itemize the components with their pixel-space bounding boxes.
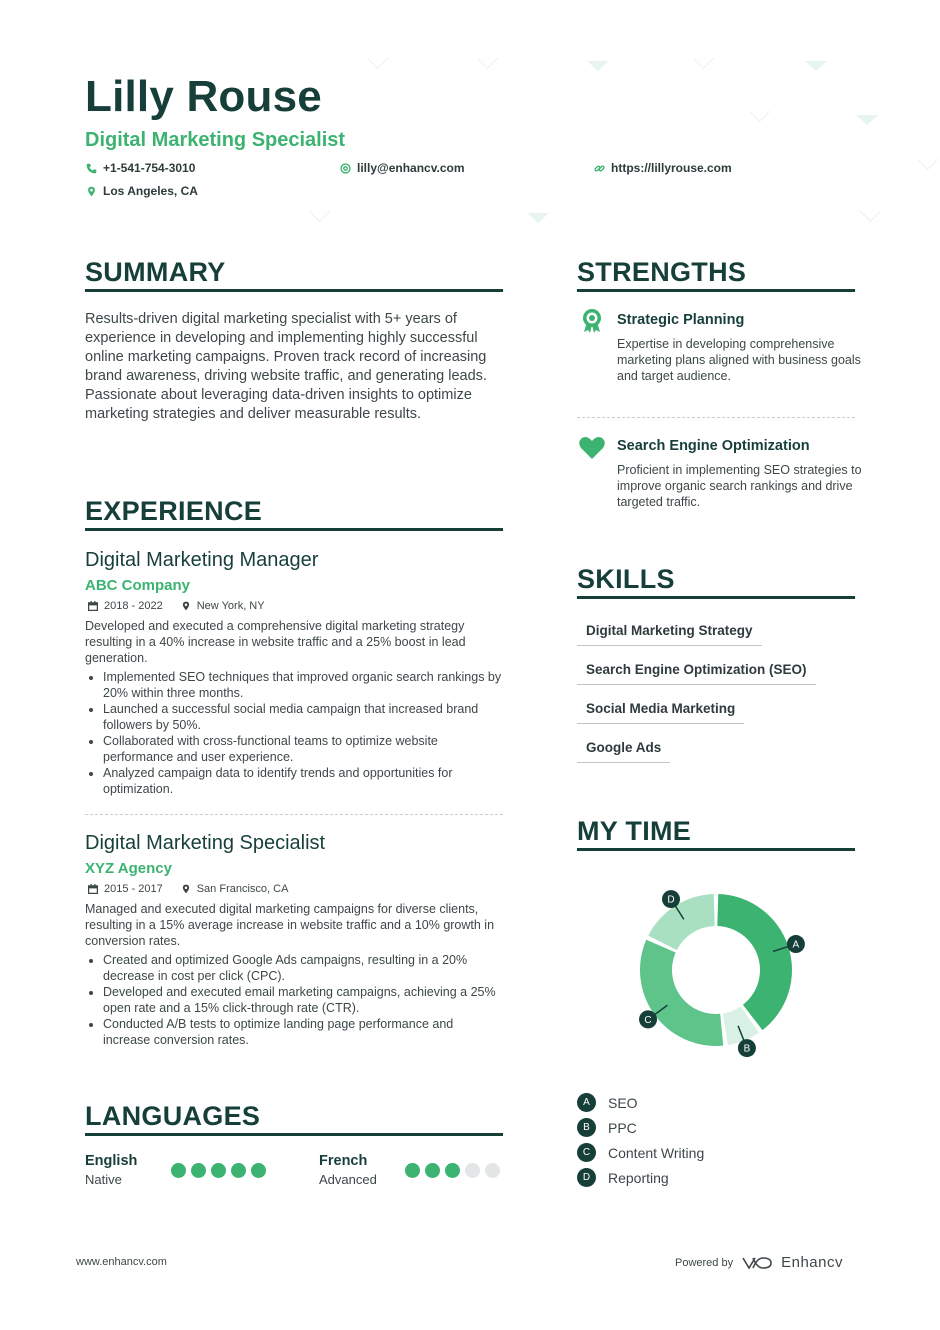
donut-slice-c <box>640 940 723 1046</box>
rating-dot-filled <box>445 1163 460 1178</box>
job-bullet: • Analyzed campaign data to identify trends and opportunities for optimization. <box>103 765 503 797</box>
job-description <box>85 618 503 797</box>
job-separator <box>85 814 503 815</box>
skill-tag: Social Media Marketing <box>577 701 744 724</box>
rating-dot-empty <box>485 1163 500 1178</box>
location-pin-icon <box>86 186 97 197</box>
location-pin-icon <box>181 884 191 894</box>
decorative-triangle <box>527 213 549 223</box>
strengths-heading: STRENGTHS <box>577 257 747 287</box>
decorative-chevron <box>477 48 498 69</box>
language-level: Native <box>85 1172 122 1187</box>
legend-label: PPC <box>608 1119 637 1136</box>
decorative-chevron <box>367 48 388 69</box>
footer-website[interactable]: www.enhancv.com <box>76 1256 167 1268</box>
legend-item-ppc <box>577 1118 637 1137</box>
rating-dot-filled <box>405 1163 420 1178</box>
skill-tag: Google Ads <box>577 740 670 763</box>
job-title: Digital Marketing Specialist <box>85 832 326 854</box>
website-contact[interactable] <box>594 161 732 175</box>
phone-text: +1-541-754-3010 <box>103 161 196 175</box>
legend-label: SEO <box>608 1094 638 1111</box>
rating-dot-filled <box>425 1163 440 1178</box>
strength-separator <box>577 417 855 418</box>
phone-icon <box>86 163 97 174</box>
location-pin-icon <box>181 601 191 611</box>
job-location: New York, NY <box>196 600 265 612</box>
skills-rule <box>577 596 855 599</box>
languages-heading: LANGUAGES <box>85 1101 261 1131</box>
language-name: French <box>319 1153 368 1169</box>
rating-dot-empty <box>465 1163 480 1178</box>
email-contact[interactable] <box>340 161 465 175</box>
job-summary: Managed and executed digital marketing campaigns for diverse clients, resulting in a 15% average increase in website traffic and a 10% growth in conversion rates. <box>85 902 495 948</box>
decorative-chevron <box>309 201 330 222</box>
candidate-role: Digital Marketing Specialist <box>85 129 346 151</box>
legend-badge: D <box>577 1168 596 1187</box>
summary-heading: SUMMARY <box>85 257 226 287</box>
powered-by-text: Powered by <box>675 1256 734 1269</box>
strength-title: Search Engine Optimization <box>617 438 810 454</box>
job-bullet: • Conducted A/B tests to optimize landing page performance and increase conversion rates. <box>103 1016 503 1048</box>
job-bullet: • Launched a successful social media campaign that increased brand followers by 50%. <box>103 701 503 733</box>
decorative-triangle <box>587 61 609 71</box>
experience-heading: EXPERIENCE <box>85 496 263 526</box>
skill-tag: Digital Marketing Strategy <box>577 623 762 646</box>
rating-dot-filled <box>211 1163 226 1178</box>
my-time-heading: MY TIME <box>577 816 692 846</box>
donut-label-text: A <box>792 939 800 951</box>
strengths-rule <box>577 289 855 292</box>
time-donut-chart <box>630 880 810 1060</box>
job-company: XYZ Agency <box>85 860 172 877</box>
rating-dot-filled <box>231 1163 246 1178</box>
legend-label: Reporting <box>608 1169 669 1186</box>
legend-label: Content Writing <box>608 1144 705 1161</box>
rating-dot-filled <box>171 1163 186 1178</box>
job-meta <box>88 600 265 612</box>
rating-dot-filled <box>191 1163 206 1178</box>
phone-contact <box>86 161 195 175</box>
legend-badge: C <box>577 1143 596 1162</box>
calendar-icon <box>88 884 98 894</box>
donut-label-text: C <box>644 1014 652 1026</box>
job-bullets <box>85 669 503 797</box>
experience-rule <box>85 528 503 531</box>
legend-badge: B <box>577 1118 596 1137</box>
decorative-chevron <box>749 101 770 122</box>
languages-rule <box>85 1133 503 1136</box>
strength-title: Strategic Planning <box>617 312 745 328</box>
donut-label-text: D <box>667 894 675 906</box>
decorative-triangle <box>805 61 827 71</box>
job-bullet: • Created and optimized Google Ads campaigns, resulting in a 20% decrease in cost per click (CPC). <box>103 952 503 984</box>
strength-description: Proficient in implementing SEO strategies to improve organic search rankings and drive targeted traffic. <box>617 463 862 509</box>
footer-brand <box>675 1254 843 1271</box>
summary-text: Results-driven digital marketing specialist with 5+ years of experience in developing and implementing highly successful online marketing campaigns. Proven track record of increasing brand awareness, driving website traffic, and generating leads. Passionate about leveraging data-driven insights to optimize marketing strategies and deliver measurable results. <box>85 311 487 422</box>
legend-item-content-writing <box>577 1143 704 1162</box>
language-name: English <box>85 1153 138 1169</box>
donut-slice-a <box>717 894 792 1030</box>
job-bullet: • Developed and executed email marketing campaigns, achieving a 25% open rate and a 15% click-through rate (CTR). <box>103 984 503 1016</box>
brand-name: Enhancv <box>781 1254 843 1271</box>
at-icon <box>340 163 351 174</box>
location-contact <box>86 184 198 198</box>
summary-rule <box>85 289 503 292</box>
job-bullet: • Collaborated with cross-functional teams to optimize website performance and user experience. <box>103 733 503 765</box>
language-level: Advanced <box>319 1172 377 1187</box>
language-rating <box>405 1163 500 1178</box>
job-title: Digital Marketing Manager <box>85 549 319 571</box>
decorative-chevron <box>860 201 881 222</box>
donut-label-text: B <box>743 1043 751 1055</box>
job-company: ABC Company <box>85 577 191 594</box>
job-bullets <box>85 952 503 1048</box>
skill-tag: Search Engine Optimization (SEO) <box>577 662 816 685</box>
legend-item-reporting <box>577 1168 669 1187</box>
language-rating <box>171 1163 266 1178</box>
decorative-chevron <box>693 48 714 69</box>
rating-dot-filled <box>251 1163 266 1178</box>
job-dates: 2018 - 2022 <box>104 600 163 612</box>
decorative-triangle <box>856 115 878 125</box>
job-description <box>85 901 503 1048</box>
job-bullet: • Implemented SEO techniques that improved organic search rankings by 20% within three months. <box>103 669 503 701</box>
job-summary: Developed and executed a comprehensive digital marketing strategy resulting in a 40% increase in website traffic and a 25% boost in lead generation. <box>85 619 466 665</box>
email-text[interactable]: lilly@enhancv.com <box>357 161 465 175</box>
location-text: Los Angeles, CA <box>103 184 198 198</box>
decorative-chevron <box>917 149 938 170</box>
skills-heading: SKILLS <box>577 564 675 594</box>
my-time-rule <box>577 848 855 851</box>
donut-slice-d <box>648 894 714 950</box>
strength-description: Expertise in developing comprehensive marketing plans aligned with business goals and target audience. <box>617 337 861 383</box>
website-text[interactable]: https://lillyrouse.com <box>611 161 732 175</box>
enhancv-logo-icon <box>741 1255 773 1271</box>
calendar-icon <box>88 601 98 611</box>
legend-item-seo <box>577 1093 638 1112</box>
candidate-name: Lilly Rouse <box>85 72 322 121</box>
heart-icon <box>579 436 605 460</box>
job-meta <box>88 883 288 895</box>
award-ribbon-icon <box>581 308 603 334</box>
job-location: San Francisco, CA <box>196 883 289 895</box>
link-icon <box>594 163 605 174</box>
job-dates: 2015 - 2017 <box>104 883 163 895</box>
legend-badge: A <box>577 1093 596 1112</box>
